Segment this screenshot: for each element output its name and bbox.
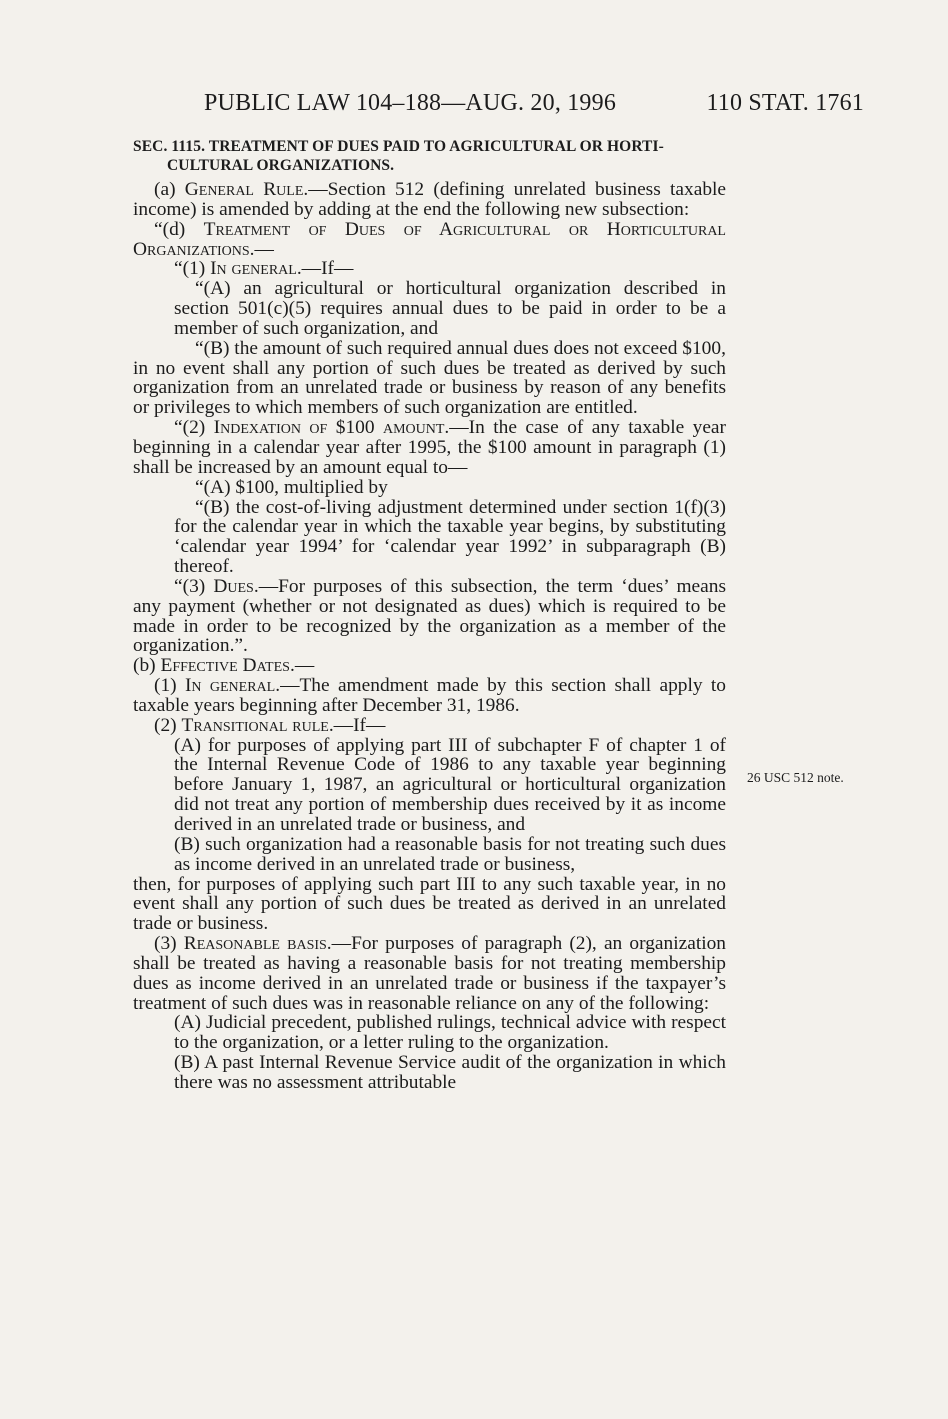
paragraph-2: “(2) Indexation of $100 amount.—In the case of any taxable year beginning in a calendar year after 1995, the $100 amount in paragraph (1) shall be increased by an amount equal to— [133, 417, 726, 478]
section-body [133, 180, 726, 1093]
paragraph-1-subparagraph-a: “(A) an agricultural or horticultural organization described in section 501(c)(5) requires annual dues to be paid in order to be a member of such organization, and [174, 278, 726, 339]
reasonable-basis-subparagraph-b: (B) A past Internal Revenue Service audit of the organization in which there was no assessment attributable [174, 1052, 726, 1093]
public-law-citation: PUBLIC LAW 104–188—AUG. 20, 1996 [204, 90, 617, 116]
effective-date-1-caption: In general. [184, 675, 281, 697]
usc-margin-note: 26 USC 512 note. [747, 770, 844, 785]
statute-page-number: 110 STAT. 1761 [706, 90, 864, 116]
paragraph-2-subparagraph-b: “(B) the cost-of-living adjustment determined under section 1(f)(3) for the calendar year in which the taxable year begins, by substituting ‘calendar year 1994’ for ‘calendar year 1992’ in subparagraph (B) thereof. [174, 496, 726, 578]
transitional-rule-flush-text: then, for purposes of applying such part III to any such taxable year, in no event shall any portion of such dues be treated as derived in an unrelated trade or business. [133, 873, 726, 935]
section-heading [133, 137, 729, 175]
transitional-rule-subparagraph-a: (A) for purposes of applying part III of subchapter F of chapter 1 of the Internal Revenue Code of 1986 to any taxable year beginning before January 1, 1987, an agricultural or horticultural organization did not treat any portion of membership dues received by it as income derived in an unrelated trade or business, and [174, 734, 726, 835]
new-subsection-d: “(d) Treatment of Dues of Agricultural or Horticultural Organizations.— [133, 218, 726, 260]
effective-date-paragraph-3: (3) Reasonable basis.—For purposes of paragraph (2), an organization shall be treated as having a reasonable basis for not treating membership dues as income derived in an unrelated trade or business if the taxpayer’s treatment of such dues was in reasonable reliance on any of the following: [133, 933, 726, 1014]
effective-date-paragraph-1: (1) In general.—The amendment made by this section shall apply to taxable years beginning after December 31, 1986. [133, 675, 726, 716]
subsection-b-caption: Effective Dates. [160, 655, 295, 677]
reasonable-basis-subparagraph-a: (A) Judicial precedent, published rulings, technical advice with respect to the organization, or a letter ruling to the organization. [174, 1012, 726, 1054]
effective-date-2-caption: Transitional rule. [181, 714, 334, 736]
effective-date-3-caption: Reasonable basis. [183, 933, 332, 955]
section-heading-line-1: SEC. 1115. TREATMENT OF DUES PAID TO AGRICULTURAL OR HORTI- [133, 138, 664, 155]
subsection-a-caption: General Rule. [184, 179, 309, 200]
paragraph-1-flush-text: in no event shall any portion of such dues be treated as derived by such organization from an unrelated trade or business by reason of any benefits or privileges to which members of such organization are entitled. [133, 357, 726, 419]
transitional-rule-subparagraph-b: (B) such organization had a reasonable basis for not treating such dues as income derived in an unrelated trade or business, [174, 833, 726, 875]
subsection-a: (a) General Rule.—Section 512 (defining unrelated business taxable income) is amended by adding at the end the following new subsection: [133, 179, 727, 220]
section-heading-line-2: CULTURAL ORGANIZATIONS. [167, 157, 395, 174]
paragraph-1: “(1) In general.—If— [174, 258, 354, 280]
paragraph-1-subparagraph-b: “(B) the amount of such required annual dues does not exceed $100, [195, 337, 726, 359]
paragraph-2-caption: Indexation of $100 amount. [213, 417, 450, 439]
paragraph-3: “(3) Dues.—For purposes of this subsection, the term ‘dues’ means any payment (whether or not designated as dues) which is required to be made in order to be recognized by the organization as a member of the organization.”. [133, 575, 726, 657]
subsection-b: (b) Effective Dates.— [133, 655, 315, 677]
paragraph-3-caption: Dues. [213, 575, 259, 597]
subsection-d-caption: Treatment of Dues of Agricultural or Horticultural Organizations. [133, 218, 726, 260]
paragraph-1-caption: In general. [210, 258, 302, 280]
effective-date-paragraph-2: (2) Transitional rule.—If— [154, 714, 386, 736]
paragraph-2-subparagraph-a: “(A) $100, multiplied by [195, 476, 388, 498]
